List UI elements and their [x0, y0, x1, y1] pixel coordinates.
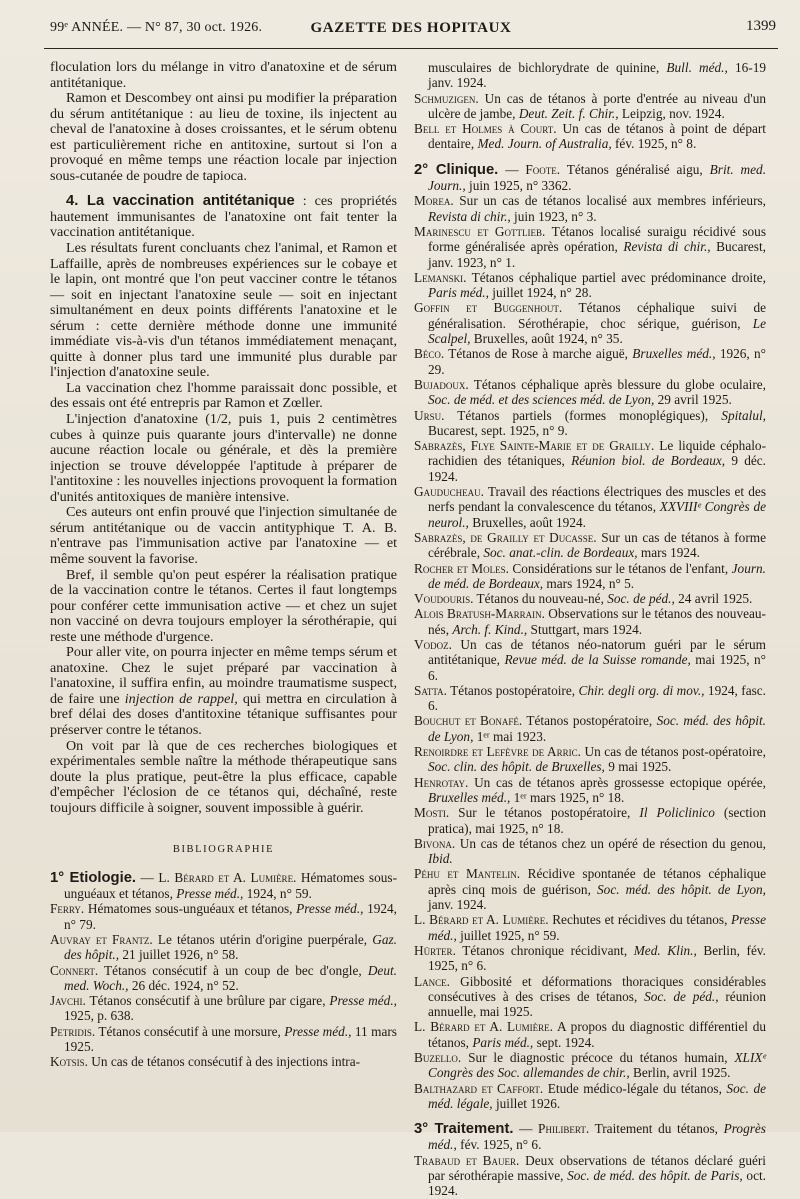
ref-author: Schmuzigen. — [414, 90, 479, 106]
ref-title: Tétanos postopératoire, — [522, 713, 657, 729]
ref-journal: Il Policlinico — [639, 805, 715, 821]
ref-journal: Arch. f. Kind., — [452, 621, 528, 637]
text-run: Pour aller vite, on pourra injecter en même temps sérum et anatoxine. Chez le sujet préparé par vaccination à l'anatoxine, il suffira enfin, au moindre traumatisme suspect, de faire une — [50, 644, 397, 707]
ref-author: Goffin et Buggenhout. — [414, 300, 563, 316]
ref-journal: Med. Journ. of Australia, — [477, 136, 612, 152]
ref-details: 16-19 janv. 1924. — [428, 60, 767, 91]
ref-author: L. Bérard et A. Lumière. — [414, 912, 549, 928]
ref-author: Alois Bratush-Marrain. — [414, 606, 545, 622]
ref-details: 21 juillet 1926, n° 58. — [119, 947, 239, 963]
ref-journal: Presse méd., — [296, 901, 364, 917]
ref-details: Berlin, avril 1925. — [629, 1065, 731, 1081]
ref-details: Bruxelles, août 1924, n° 35. — [470, 331, 623, 347]
reference — [414, 1153, 766, 1199]
reference — [414, 121, 766, 152]
ref-journal: Spitalul, — [721, 407, 766, 423]
ref-details: fév. 1925, n° 8. — [611, 136, 697, 152]
reference — [414, 943, 766, 974]
reference — [414, 637, 766, 683]
ref-title: Tétanos consécutif à une brûlure par cigare, — [85, 993, 330, 1009]
ref-title: Tétanos céphalique suivi de généralisation. Sérothérapie, choc sérique, guérison, — [428, 300, 766, 331]
ref-title: Un cas de tétanos à porte d'entrée au niveau d'un ulcère de jambe, — [428, 90, 766, 121]
ref-title: Tétanos partiels (formes monoplégiques), — [444, 407, 722, 423]
section-vaccination — [50, 194, 397, 241]
text-run: — — [513, 1121, 539, 1137]
ref-title: Deux observations de tétanos déclaré guéri par sérothérapie massive, — [428, 1152, 767, 1184]
ref-title: Un cas de tétanos chez un opéré de résection du genou, — [455, 835, 766, 851]
ref-author: Connert. — [50, 962, 99, 978]
ref-author: L. Bérard et A. Lumière. — [414, 1019, 554, 1035]
ref-title: Un cas de tétanos néo-natorum guéri par le sérum antitétanique, — [428, 636, 766, 668]
ref-title: Un cas de tétanos post-opératoire, — [580, 744, 766, 760]
ref-journal: Progrès méd., — [428, 1121, 766, 1153]
ref-title: Tétanos postopératoire, — [447, 682, 579, 698]
ref-title: Tétanos du nouveau-né, — [473, 591, 608, 607]
ref-author: Renoirdre et Lefèvre de Arric. — [414, 744, 581, 760]
reference — [50, 993, 397, 1024]
ref-author: Petridis. — [50, 1023, 96, 1039]
ref-journal: Presse méd., — [284, 1023, 352, 1039]
ref-author: Morea. — [414, 193, 454, 209]
ref-author: Bujadoux. — [414, 376, 469, 392]
ref-details: mars 1924, n° 5. — [543, 575, 635, 591]
ref-details: 1924, n° 79. — [64, 901, 397, 932]
ref-journal: Presse méd., — [176, 886, 244, 902]
ref-details: 11 mars 1925. — [64, 1023, 397, 1055]
reference — [414, 683, 766, 714]
ref-journal: Soc. de péd., — [644, 988, 719, 1004]
ref-author: Sabrazès, de Grailly et Ducasse. — [414, 529, 597, 545]
paragraph — [50, 645, 397, 738]
reference — [414, 1081, 766, 1112]
reference — [414, 775, 766, 806]
ref-details: Stuttgart, mars 1924. — [527, 621, 643, 637]
ref-details: (section pratica), mai 1925, n° 18. — [428, 805, 767, 836]
ref-title: Observations sur le tétanos des nouveau-nés, — [428, 606, 766, 637]
ref-author: Lemanski. — [414, 269, 467, 285]
ref-journal: Soc. anat.-clin. de Bordeaux, — [483, 545, 638, 561]
reference — [414, 713, 766, 744]
ref-author: Rocher et Moles. — [414, 560, 509, 576]
ref-title: Gibbosité et déformations thoraciques considérables consécutives à des crises de tétanos, — [428, 973, 766, 1004]
reference — [414, 912, 766, 943]
ref-journal: Brit. med. Journ., — [428, 161, 767, 194]
ref-title: Un cas de tétanos consécutif à des injections intra- — [87, 1054, 361, 1070]
ref-title: Récidive spontanée de tétanos céphalique après cinq mois de guérison, — [428, 866, 766, 897]
ref-author: Javchi. — [50, 993, 86, 1009]
ref-author: Béco. — [414, 346, 445, 362]
ref-details: Bucarest, janv. 1923, n° 1. — [428, 239, 766, 270]
text-run: — — [136, 869, 159, 885]
reference — [50, 1054, 397, 1069]
ref-author: Ursu. — [414, 407, 445, 423]
ref-journal: Bruxelles méd., — [632, 346, 716, 362]
reference — [414, 1121, 766, 1153]
paragraph: Bref, il semble qu'on peut espérer la réalisation pratique de la vaccination contre le tétanos. Certes il faut longtemps pour conférer cette immunisation active — et chez un sujet non vacciné on devra toujours employer la sérothérapie, qui reste une méthode d'urgence. — [50, 566, 397, 645]
reference — [414, 91, 766, 122]
ref-title: A propos du diagnostic différentiel du tétanos, — [428, 1019, 766, 1050]
paragraph: Les résultats furent concluants chez l'animal, et Ramon et Laffaille, après de nombreuses expériences sur le cobaye et le lapin, ont montré que l'on peut vacciner contre le tétanos — soit en injectant l'anatoxine seule — soit en injectant simultanément en deux points différents l'anatoxine et le sérum : cette dernière méthode donne une immunité immédiate vis-à-vis d'un tétanos immédiatement menaçant, quitte à donner plus tard une immunité plus durable par l'injection d'anatoxine seule. — [50, 240, 397, 381]
ref-journal: Bull. méd., — [666, 60, 728, 75]
ref-journal: Réunion biol. de Bordeaux, — [571, 453, 726, 469]
ref-details: Leipzig, nov. 1924. — [618, 105, 725, 121]
reference — [414, 591, 766, 606]
bibliography-heading: 3° Traitement. — [414, 1121, 514, 1138]
reference — [414, 744, 766, 775]
ref-details: 9 déc. 1924. — [428, 453, 766, 484]
ref-details: oct. 1924. — [428, 1168, 766, 1199]
ref-author: Auvray et Frantz. — [50, 931, 153, 947]
ref-journal: Journ. de méd. de Bordeaux, — [428, 560, 766, 591]
ref-journal: Deut. Zeit. f. Chir., — [518, 105, 619, 121]
section-heading: 4. La vaccination antitétanique — [66, 193, 295, 210]
ref-details: 24 avril 1925. — [674, 591, 753, 607]
ref-title: Rechutes et récidives du tétanos, — [548, 912, 732, 928]
ref-journal: Soc. de méd. des hôpit. de Paris, — [567, 1168, 743, 1184]
ref-journal: Gaz. des hôpit., — [64, 931, 397, 963]
paragraph: On voit par là que de ces recherches biologiques et expérimentales semble naître la méthode thérapeutique sans doute la plus pratique, peut-être la plus efficace, capable d'empêcher l'éclosion de ce tétanos qui, déchaîné, reste toujours difficile à soigner, souvent impossible à guérir. — [50, 737, 397, 816]
reference — [414, 836, 766, 867]
ref-details: mai 1925, n° 6. — [428, 652, 766, 683]
ref-journal: Soc. clin. des hôpit. de Bruxelles, — [428, 759, 605, 775]
reference — [414, 530, 766, 561]
ref-author: Vodoz. — [414, 636, 452, 652]
reference — [414, 408, 766, 439]
ref-title: musculaires de bichlorydrate de quinine, — [428, 60, 667, 75]
reference — [414, 1019, 766, 1050]
ref-title: Sur le tétanos postopératoire, — [449, 805, 640, 821]
reference — [414, 974, 766, 1020]
reference — [414, 561, 766, 592]
reference-continued — [414, 60, 766, 91]
ref-author: Voudouris. — [414, 591, 474, 607]
paragraph: La vaccination chez l'homme paraissait donc possible, et des essais ont été entrepris par Ramon et Zœller. — [50, 379, 397, 412]
ref-details: 26 déc. 1924, n° 52. — [128, 977, 239, 993]
ref-details: juillet 1926. — [492, 1095, 561, 1111]
reference — [414, 438, 766, 484]
ref-details: Bruxelles, août 1924. — [468, 514, 586, 530]
ref-details: juillet 1924, n° 28. — [488, 285, 592, 301]
page-number: 1399 — [746, 18, 776, 34]
ref-journal: Presse méd., — [329, 993, 397, 1009]
ref-journal: XXVIIIᵉ Congrès de neurol., — [428, 499, 766, 530]
ref-title: Hématomes sous-unguéaux et tétanos, — [84, 901, 297, 917]
bibliography-heading: 1° Etiologie. — [50, 869, 137, 886]
ref-author: Satta. — [414, 682, 447, 698]
ref-journal: Bruxelles méd., — [428, 789, 511, 805]
ref-author: Mosti. — [414, 805, 450, 821]
ref-author: Bell et Holmes à Court. — [414, 121, 557, 137]
ref-details: Berlin, fév. 1925, n° 6. — [428, 942, 766, 974]
reference — [50, 963, 397, 994]
ref-details: 1ᵉʳ mars 1925, n° 18. — [510, 789, 625, 805]
ref-author: Buzello. — [414, 1050, 462, 1065]
ref-journal: Ibid. — [428, 851, 453, 867]
ref-title: Hématomes sous-unguéaux et tétanos, — [64, 869, 398, 902]
ref-details: mars 1924. — [637, 545, 701, 561]
ref-journal: Le Scalpel, — [428, 315, 766, 347]
ref-title: Tétanos généralisé aigu, — [560, 161, 710, 177]
bibliography-title: BIBLIOGRAPHIE — [172, 844, 275, 856]
ref-author: Lance. — [414, 973, 450, 989]
running-header — [44, 14, 778, 49]
ref-details: Bucarest, sept. 1925, n° 9. — [428, 422, 568, 438]
ref-journal: Presse méd., — [428, 912, 767, 943]
ref-author: Foote. — [525, 161, 561, 177]
ref-journal: Soc. de méd. et des sciences méd. de Lyon, — [428, 392, 655, 408]
reference — [414, 193, 766, 224]
journal-title: GAZETTE DES HOPITAUX — [310, 20, 512, 36]
ref-journal: Revista di chir., — [428, 208, 511, 224]
ref-author: Marinescu et Gottlieb. — [414, 223, 546, 239]
ref-details: juin 1925, n° 3362. — [465, 178, 572, 194]
ref-title: Tétanos chronique récidivant, — [455, 942, 634, 958]
reference — [414, 162, 766, 194]
ref-journal: Soc. de méd. légale, — [428, 1080, 767, 1111]
reference — [414, 484, 766, 530]
text-run: qui mettra en circulation à bref délai des doses d'antitoxine tétanique suffisantes pour préserver contre le tétanos. — [50, 690, 398, 738]
ref-author: Ferry. — [50, 901, 85, 917]
reference — [50, 870, 397, 902]
ref-details: 9 mai 1925. — [604, 759, 672, 775]
ref-journal: Soc. méd. des hôpit. de Lyon, — [428, 713, 766, 744]
ref-title: Tétanos céphalique après blessure du globe oculaire, — [468, 376, 766, 392]
ref-title: Un cas de tétanos à point de départ dentaire, — [428, 121, 766, 152]
ref-details: 1926, n° 29. — [428, 346, 766, 377]
ref-author: Kotsis. — [50, 1054, 88, 1070]
ref-title: Un cas de tétanos après grossesse ectopique opérée, — [468, 774, 766, 790]
paragraph: L'injection d'anatoxine (1/2, puis 1, puis 2 centimètres cubes à quinze puis quarante jours d'intervalle) ne donne aucune réaction locale ou générale, et dès la première injection se trouve développée l'aptitude à préparer de l'antitoxine : les nouvelles injections provoquent la formation d'unités antitoxiques de manière intensive. — [50, 411, 397, 505]
ref-details: 1ᵉʳ mai 1923. — [473, 728, 547, 744]
issue-info: 99ᵉ ANNÉE. — N° 87, 30 oct. 1926. — [50, 20, 263, 35]
ref-author: Philibert. — [538, 1121, 590, 1137]
ref-details: fév. 1925, n° 6. — [456, 1137, 542, 1153]
ref-journal: Med. Klin., — [633, 942, 697, 958]
ref-details: 1924, n° 59. — [243, 886, 312, 902]
reference — [414, 866, 766, 912]
ref-author: Bouchut et Bonafé. — [414, 713, 523, 729]
ref-journal: Chir. degli org. di mov., — [578, 682, 705, 698]
left-column — [50, 60, 397, 1070]
ref-title: Le tétanos utérin d'origine puerpérale, — [152, 931, 373, 947]
ref-details: 1924, fasc. 6. — [428, 682, 766, 714]
reference — [414, 224, 766, 270]
ref-journal: Paris méd., — [472, 1034, 534, 1050]
ref-journal: XLIXᵉ Congrès des Soc. allemandes de chir., — [428, 1050, 766, 1081]
ref-details: sept. 1924. — [533, 1034, 595, 1050]
ref-details: janv. 1924. — [428, 897, 487, 913]
text-run: — — [498, 161, 526, 177]
ref-journal: Deut. med. Woch., — [64, 962, 397, 993]
ref-details: réunion annuelle, mai 1925. — [428, 988, 766, 1020]
ref-journal: Revista di chir., — [623, 239, 711, 255]
ref-title: Sur un cas de tétanos localisé aux membres inférieurs, — [453, 193, 766, 209]
reference — [414, 346, 766, 377]
ref-title: Tétanos localisé suraigu récidivé sous forme généralisée après opération, — [428, 223, 766, 255]
reference — [414, 377, 766, 408]
ref-title: Le liquide céphalo-rachidien des tétaniques, — [428, 438, 767, 469]
bibliography-heading: 2° Clinique. — [414, 161, 499, 178]
italic-run: injection de rappel, — [124, 690, 238, 707]
section-intro: : ces propriétés hautement immunisantes de l'anatoxine ont fait tenter la vaccination antitétanique. — [50, 193, 397, 241]
ref-title: Traitement du tétanos, — [589, 1121, 724, 1137]
ref-details: 29 avril 1925. — [654, 392, 732, 408]
reference — [50, 932, 397, 963]
ref-author: Gauducheau. — [414, 484, 484, 500]
reference — [414, 606, 766, 637]
ref-author: L. Bérard et A. Lumière. — [158, 869, 297, 885]
ref-author: Balthazard et Caffort. — [414, 1080, 544, 1096]
ref-author: Trabaud et Bauer. — [414, 1152, 520, 1168]
ref-title: Etude médico-légale du tétanos, — [543, 1080, 727, 1096]
ref-title: Sur un cas de tétanos à forme cérébrale, — [428, 529, 766, 561]
ref-journal: Paris méd., — [428, 285, 489, 301]
ref-author: Sabrazès, Flye Sainte-Marie et de Grailly. — [414, 438, 655, 454]
ref-title: Travail des réactions électriques des muscles et des nerfs pendant la convalescence du tétanos, — [428, 484, 766, 515]
ref-details: juillet 1925, n° 59. — [456, 927, 560, 943]
paragraph: floculation lors du mélange in vitro d'anatoxine et de sérum antitétanique. — [50, 59, 397, 91]
reference — [414, 270, 766, 301]
ref-title: Tétanos consécutif à une morsure, — [95, 1023, 285, 1039]
right-column — [414, 60, 766, 1199]
paragraph: Ramon et Descombey ont ainsi pu modifier la préparation du sérum antitétanique : au lieu de toxine, ils injectent au cheval de l'anatoxine à doses croissantes, et le sérum obtenu est particulièrement riche en antitoxine, surtout si l'on a provoqué en même temps une réaction locale par injection sous-cutanée de poudre de tapioca. — [50, 90, 397, 184]
ref-title: Tétanos consécutif à un coup de bec d'ongle, — [98, 962, 368, 978]
ref-author: Hürter. — [414, 942, 456, 958]
ref-title: Sur le diagnostic précoce du tétanos humain, — [461, 1050, 735, 1065]
ref-journal: Soc. méd. des hôpit. de Lyon, — [597, 881, 766, 897]
reference — [414, 805, 766, 836]
paragraph: Ces auteurs ont enfin prouvé que l'injection simultanée de sérum antitétanique ou de vaccin antityphique T. A. B. n'entrave pas l'immunisation active par l'anatoxine — et même souvent la favorise. — [50, 504, 397, 567]
ref-title: Tétanos céphalique partiel avec prédominance droite, — [466, 269, 766, 285]
reference — [414, 1050, 766, 1081]
reference — [414, 300, 766, 346]
reference — [50, 901, 397, 932]
ref-journal: Soc. de péd., — [607, 591, 675, 607]
ref-title: Considérations sur le tétanos de l'enfant, — [508, 560, 732, 576]
reference — [50, 1024, 397, 1055]
ref-details: juin 1923, n° 3. — [510, 208, 597, 224]
ref-details: 1925, p. 638. — [64, 1008, 134, 1024]
ref-journal: Revue méd. de la Suisse romande, — [504, 652, 691, 668]
ref-author: Péhu et Mantelin. — [414, 866, 521, 882]
ref-author: Bivona. — [414, 835, 456, 851]
ref-title: Tétanos de Rose à marche aiguë, — [444, 346, 633, 362]
ref-author: Henrotay. — [414, 774, 469, 790]
